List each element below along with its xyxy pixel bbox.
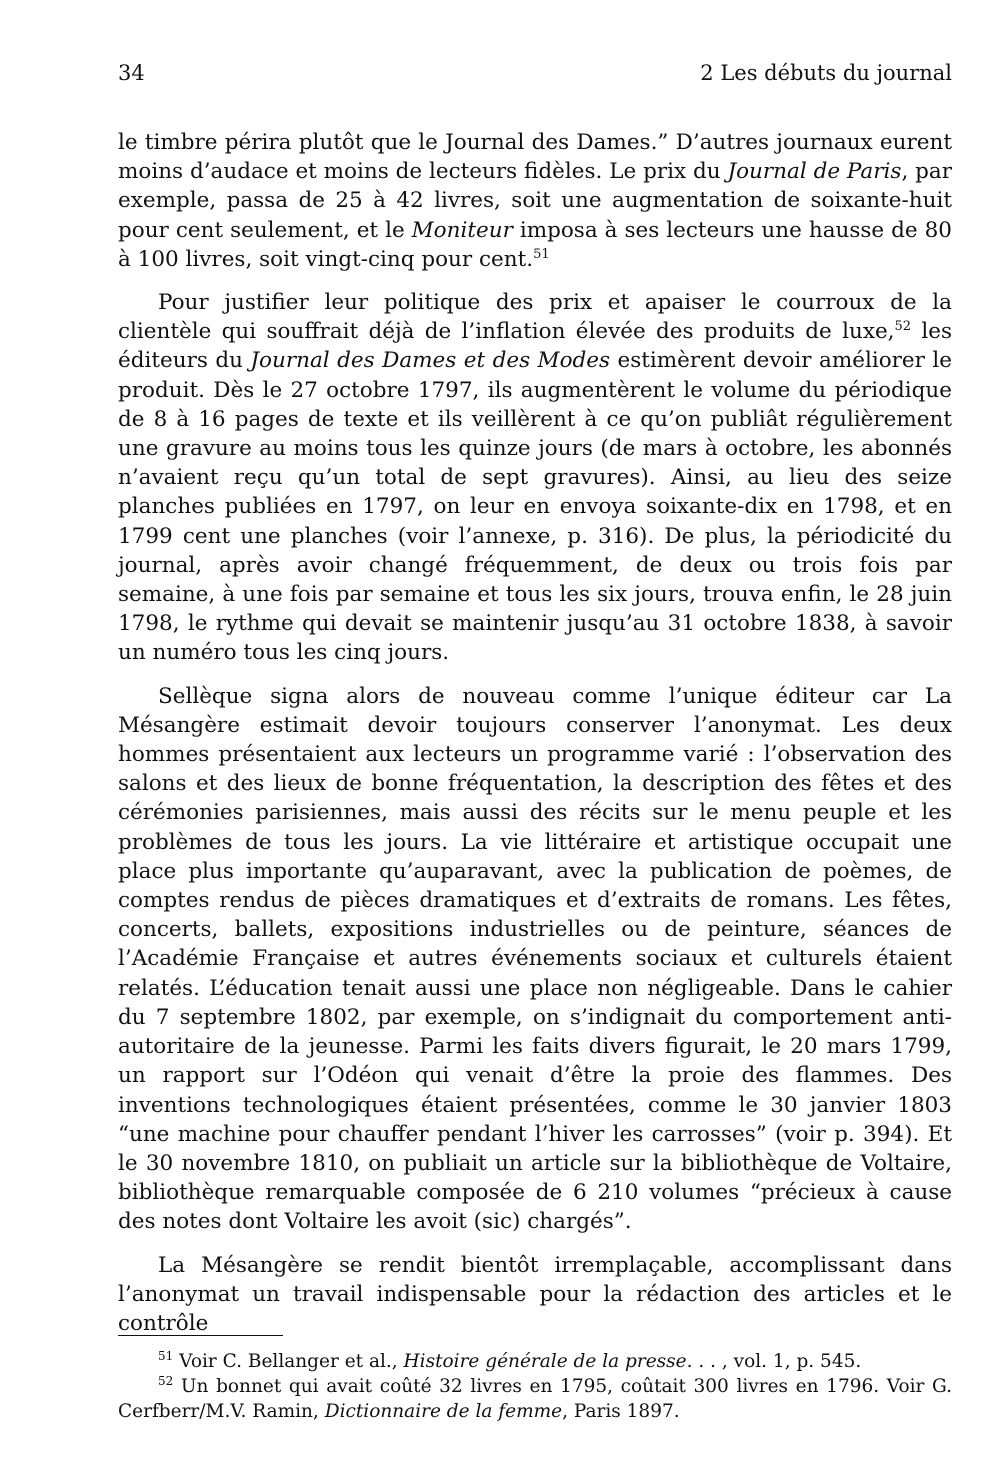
footnote-51 bbox=[118, 1349, 952, 1374]
body-text bbox=[118, 128, 952, 1338]
footnote-52 bbox=[118, 1374, 952, 1424]
text-span: Voir C. Bellanger et al., bbox=[173, 1351, 404, 1372]
paragraph-2 bbox=[118, 288, 952, 668]
journal-title: Journal de Paris bbox=[727, 159, 902, 185]
text-span: , par exemple, passa de 25 à 42 livres, soit une augmentation de soixante-huit pour cent seulement, et le bbox=[118, 159, 953, 243]
page-number: 34 bbox=[118, 61, 145, 85]
running-header bbox=[118, 58, 952, 88]
text-span: les éditeurs du bbox=[118, 319, 952, 374]
footnote-separator bbox=[118, 1335, 283, 1336]
text-span: , Paris 1897. bbox=[562, 1401, 680, 1422]
paragraph-4: La Mésangère se rendit bientôt irremplaçable, accomplissant dans l’anonymat un travail indispensable pour la rédaction des articles et le contrôle bbox=[118, 1252, 952, 1336]
text-span: le timbre périra plutôt que le Journal des Dames.” D’autres journaux eurent moins d’audace et moins de lecteurs fidèles. Le prix du bbox=[118, 130, 952, 185]
book-title: Dictionnaire de la femme bbox=[324, 1401, 563, 1422]
running-title: 2 Les débuts du journal bbox=[700, 61, 952, 85]
paragraph-1 bbox=[118, 128, 952, 274]
book-title: Histoire générale de la presse. . . bbox=[403, 1351, 722, 1372]
text-span: imposa à ses lecteurs une hausse de 80 à 100 livres, soit vingt-cinq pour cent. bbox=[118, 217, 952, 272]
footnote-ref-51[interactable]: 51 bbox=[533, 246, 550, 262]
text-span: estimèrent devoir améliorer le produit. Dès le 27 octobre 1797, ils augmentèrent le volume du périodique de 8 à 16 pages de texte et ils veillèrent à ce qu’on publiât régulièrement une gravure au moins tous les quinze jours (de mars à octobre, les abonnés n’avaient reçu qu’un total de sept gravures). Ainsi, au lieu des seize planches publiées en 1797, on leur en envoya soixante-dix en 1798, et en 1799 cent une planches (voir l’annexe, p. 316). De plus, la périodicité du journal, après avoir changé fréquemment, de deux ou trois fois par semaine, à une fois par semaine et tous les six jours, trouva enfin, le 28 juin 1798, le rythme qui devait se maintenir jusqu’au 31 octobre 1838, à savoir un numéro tous les cinq jours. bbox=[118, 348, 952, 666]
text-span: Pour justifier leur politique des prix et apaiser le courroux de la clientèle qui souffrait déjà de l’inflation élevée des produits de luxe, bbox=[118, 290, 952, 345]
footnote-number: 51 bbox=[158, 1349, 174, 1363]
page bbox=[118, 58, 952, 1338]
text-span: , vol. 1, p. 545. bbox=[721, 1351, 862, 1372]
paragraph-3: Sellèque signa alors de nouveau comme l’unique éditeur car La Mésangère estimait devoir toujours conserver l’anonymat. Les deux hommes présentaient aux lecteurs un programme varié : l’observation des salons et des lieux de bonne fréquentation, la description des fêtes et des cérémonies parisiennes, mais aussi des récits sur le menu peuple et les problèmes de tous les jours. La vie littéraire et artistique occupait une place plus importante qu’auparavant, avec la publication de poèmes, de comptes rendus de pièces dramatiques et d’extraits de romans. Les fêtes, concerts, ballets, expositions industrielles ou de peinture, séances de l’Académie Française et autres événements sociaux et culturels étaient relatés. L’éducation tenait aussi une place non négligeable. Dans le cahier du 7 septembre 1802, par exemple, on s’indignait du comportement anti-autoritaire de la jeunesse. Parmi les faits divers figurait, le 20 mars 1799, un rapport sur l’Odéon qui venait d’être la proie des flammes. Des inventions technologiques étaient présentées, comme le 30 janvier 1803 “une machine pour chauffer pendant l’hiver les carrosses” (voir p. 394). Et le 30 novembre 1810, on publiait un article sur la bibliothèque de Voltaire, bibliothèque remarquable composée de 6 210 volumes “précieux à cause des notes dont Voltaire les avoit (sic) chargés”. bbox=[118, 683, 952, 1235]
footnotes bbox=[118, 1349, 952, 1424]
text-span: Un bonnet qui avait coûté 32 livres en 1795, coûtait 300 livres en 1796. Voir G. Cerfberr/M.V. Ramin, bbox=[118, 1376, 952, 1422]
journal-title: Moniteur bbox=[411, 217, 513, 243]
footnote-ref-52[interactable]: 52 bbox=[894, 319, 912, 335]
journal-title: Journal des Dames et des Modes bbox=[250, 348, 611, 374]
footnote-number: 52 bbox=[158, 1374, 174, 1388]
